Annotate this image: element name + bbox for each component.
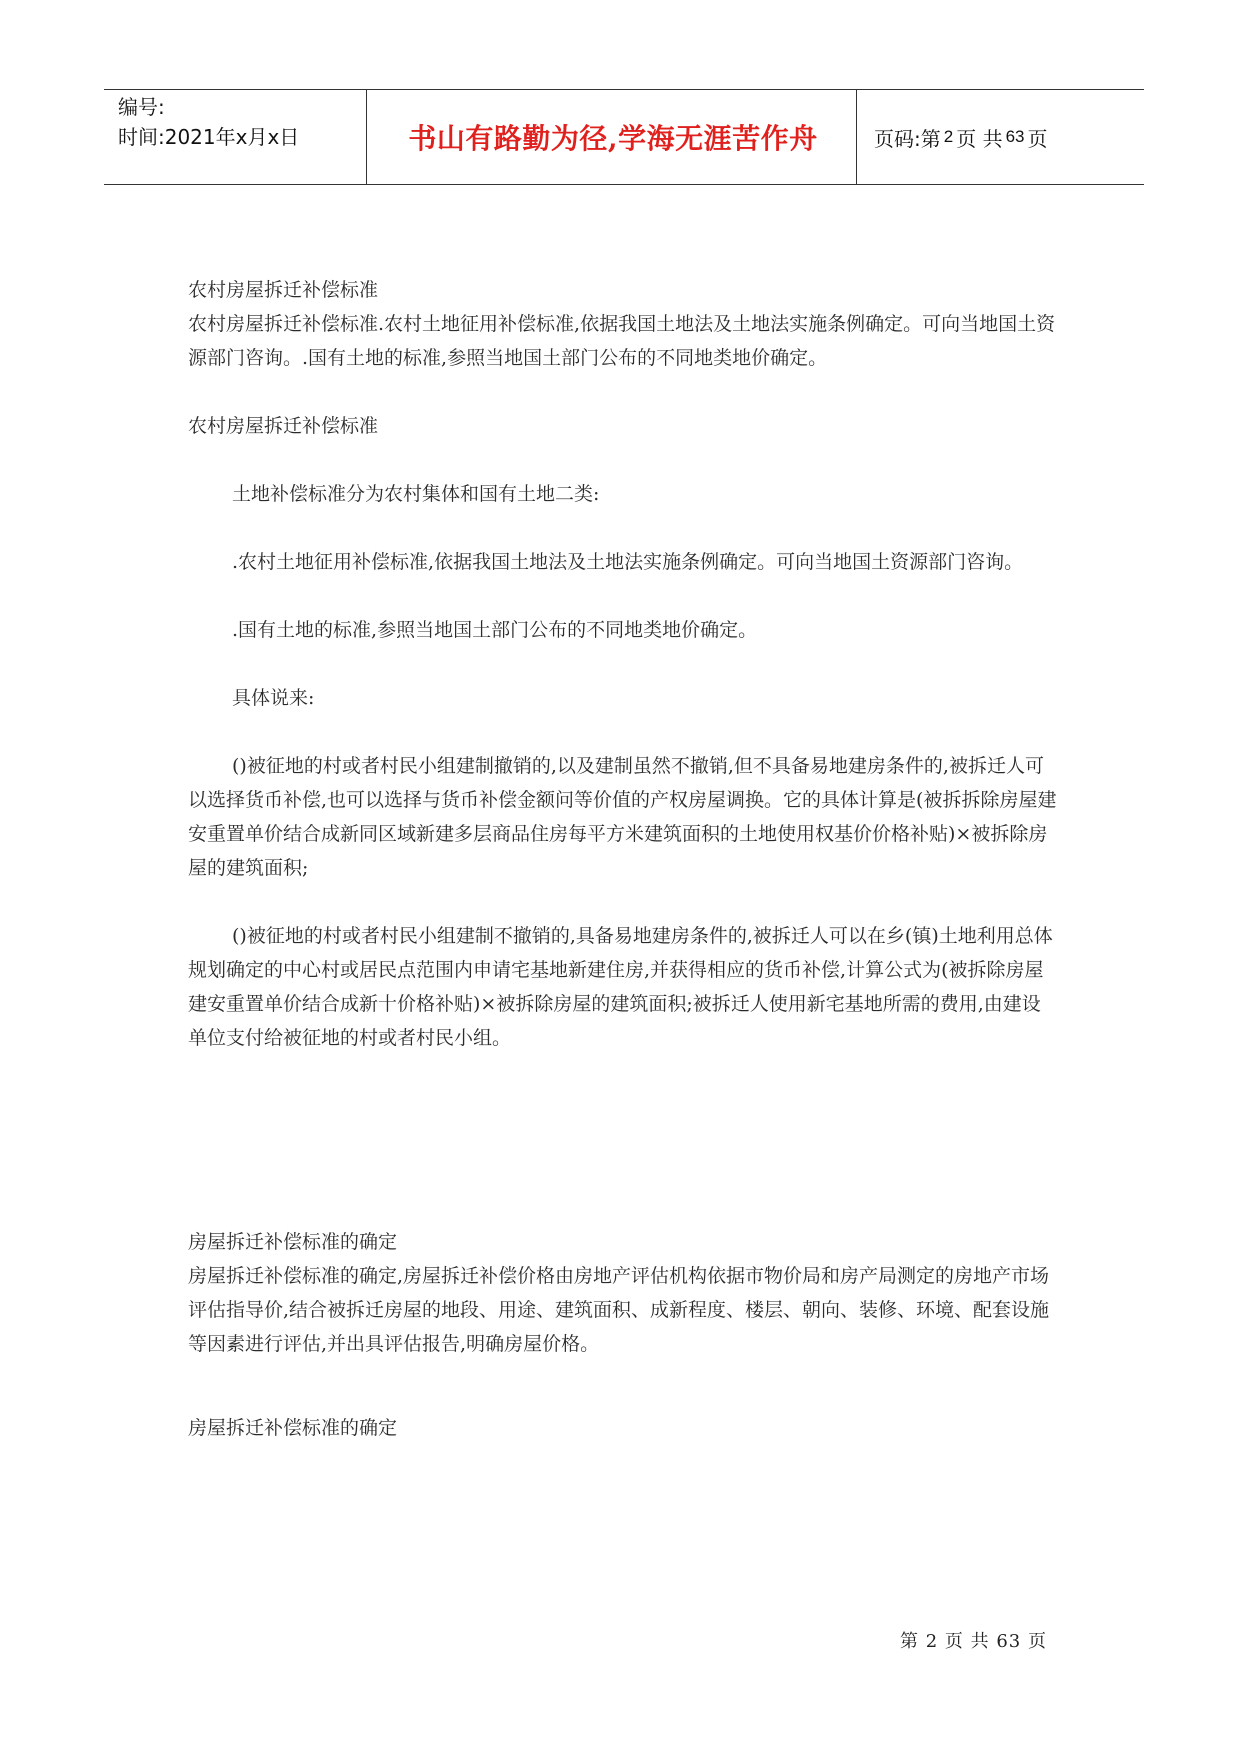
- page-suffix: 页: [1027, 126, 1048, 151]
- header-page-number: [874, 90, 1048, 184]
- page-total: 63: [1005, 127, 1025, 146]
- paragraph: ()被征地的村或者村民小组建制撤销的,以及建制虽然不撤销,但不具备易地建房条件的,被拆迁人可以选择货币补偿,也可以选择与货币补偿金额问等价值的产权房屋调换。它的具体计算是(被拆拆除房屋建安重置单价结合成新同区域新建多层商品住房每平方米建筑面积的土地使用权基价价格补贴)×被拆除房屋的建筑面积;: [188, 755, 1057, 879]
- paragraph: 房屋拆迁补偿标准的确定,房屋拆迁补偿价格由房地产评估机构依据市物价局和房产局测定的房地产市场评估指导价,结合被拆迁房屋的地段、用途、建筑面积、成新程度、楼层、朝向、装修、环境、配套设施等因素进行评估,并出具评估报告,明确房屋价格。: [188, 1265, 1050, 1355]
- section-title: 农村房屋拆迁补偿标准: [188, 415, 379, 437]
- header-meta: [118, 92, 368, 152]
- paragraph: ()被征地的村或者村民小组建制不撤销的,具备易地建房条件的,被拆迁人可以在乡(镇)土地利用总体规划确定的中心村或居民点范围内申请宅基地新建住房,并获得相应的货币补偿,计算公式为(被拆除房屋建安重置单价结合成新十价格补贴)×被拆除房屋的建筑面积;被拆迁人使用新宅基地所需的费用,由建设单位支付给被征地的村或者村民小组。: [188, 925, 1053, 1049]
- header-divider-left: [366, 90, 367, 184]
- serial-label: 编号:: [118, 95, 165, 119]
- header-motto: 书山有路勤为径,学海无涯苦作舟: [408, 122, 818, 155]
- page-prefix: 页码:第: [874, 126, 941, 151]
- page-footer: 第 2 页 共 63 页: [900, 1631, 1047, 1652]
- page-mid: 页 共: [956, 126, 1003, 151]
- paragraph: 土地补偿标准分为农村集体和国有土地二类:: [232, 483, 600, 505]
- time-label: 时间:2021年x月x日: [118, 125, 300, 149]
- page-header: [104, 89, 1144, 185]
- section-title: 房屋拆迁补偿标准的确定: [188, 1417, 398, 1439]
- paragraph: .农村土地征用补偿标准,依据我国土地法及土地法实施条例确定。可向当地国土资源部门咨询。: [232, 551, 1024, 573]
- header-divider-right: [856, 90, 857, 184]
- paragraph: 农村房屋拆迁补偿标准.农村土地征用补偿标准,依据我国土地法及土地法实施条例确定。可向当地国土资源部门咨询。.国有土地的标准,参照当地国土部门公布的不同地类地价确定。: [188, 313, 1056, 369]
- paragraph: .国有土地的标准,参照当地国土部门公布的不同地类地价确定。: [232, 619, 758, 641]
- document-body: [188, 273, 1058, 1445]
- page-current: 2: [943, 127, 954, 146]
- paragraph: 具体说来:: [232, 687, 315, 709]
- section-title: 房屋拆迁补偿标准的确定: [188, 1231, 398, 1253]
- section-title: 农村房屋拆迁补偿标准: [188, 279, 379, 301]
